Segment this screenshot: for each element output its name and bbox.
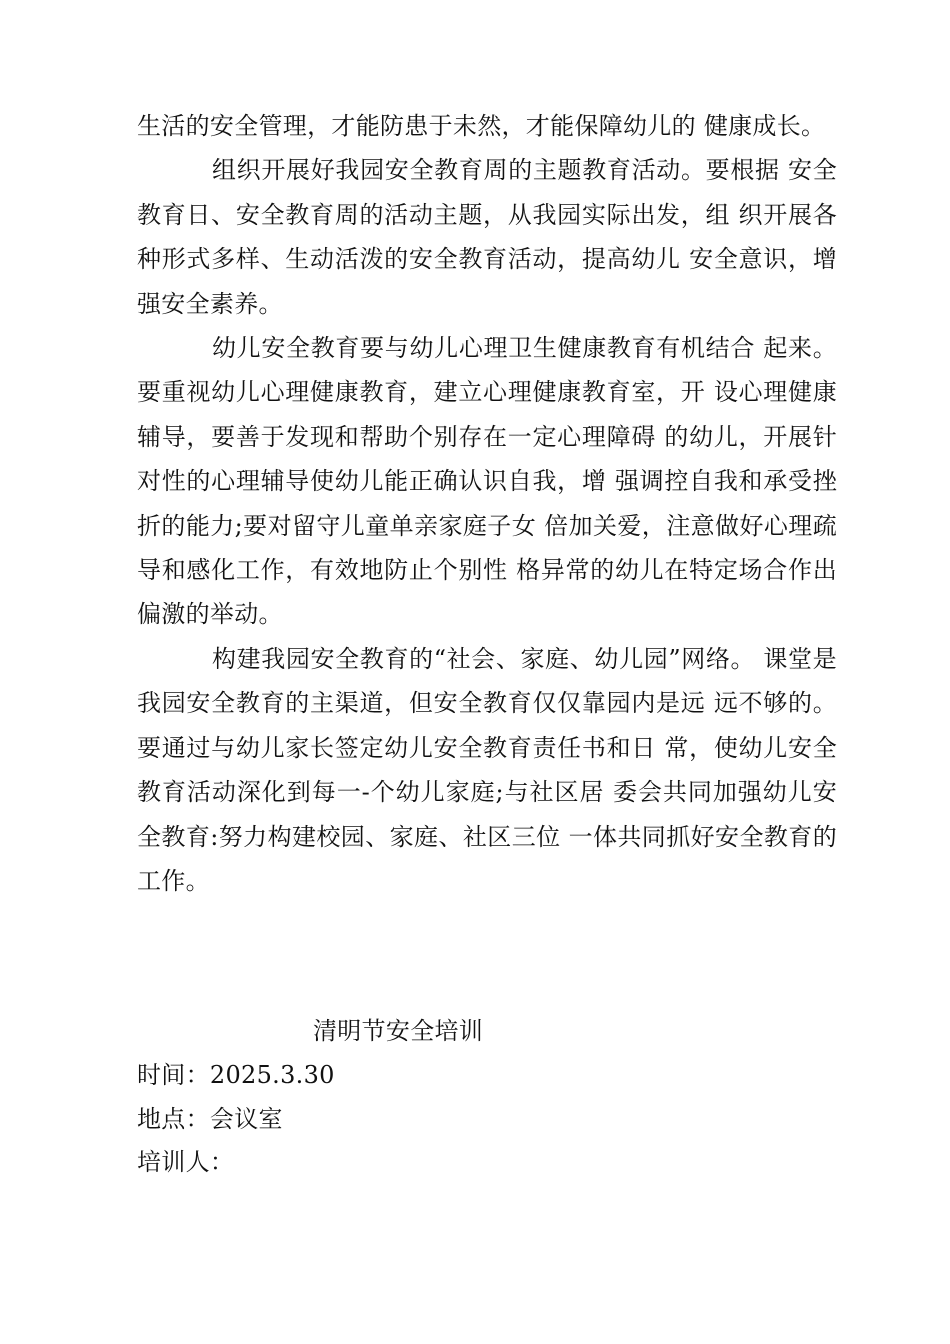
training-place: 地点：会议室 bbox=[137, 1105, 283, 1133]
section-title: 清明节安全培训 bbox=[313, 1017, 484, 1045]
paragraph-network: 构建我园安全教育的“社会、家庭、幼儿园”网络。 课堂是我园安全教育的主渠道，但安全教育仅仅靠园内是远 远不够的。要通过与幼儿家长签定幼儿安全教育责任书和日 常，使幼儿安全教育活动深化到每一-个幼儿家庭;与社区居 委会共同加强幼儿安全教育:努力构建校园、家庭、社区三位 一体共同抓好安全教育的工作。 bbox=[137, 644, 837, 895]
training-trainer: 培训人： bbox=[137, 1148, 235, 1176]
paragraph-mental-health: 幼儿安全教育要与幼儿心理卫生健康教育有机结合 起来。要重视幼儿心理健康教育，建立心理健康教育室，开 设心理健康辅导，要善于发现和帮助个别存在一定心理障碍 的幼儿，开展针对性的心理辅导使幼儿能正确认识自我，增 强调控自我和承受挫折的能力;要对留守儿童单亲家庭子女 倍加关爱，注意做好心理疏导和感化工作，有效地防止个别性 格异常的幼儿在特定场合作出偏激的举动。 bbox=[137, 334, 837, 629]
paragraph-continuation: 生活的安全管理，才能防患于未然，才能保障幼儿的 健康成长。 bbox=[137, 112, 826, 140]
training-time: 时间：2025.3.30 bbox=[137, 1061, 335, 1089]
document-body bbox=[137, 104, 837, 903]
paragraph-theme-activities: 组织开展好我园安全教育周的主题教育活动。要根据 安全教育日、安全教育周的活动主题，从我园实际出发，组 织开展各种形式多样、生动活泼的安全教育活动，提高幼儿 安全意识，增强安全素养。 bbox=[137, 156, 837, 318]
